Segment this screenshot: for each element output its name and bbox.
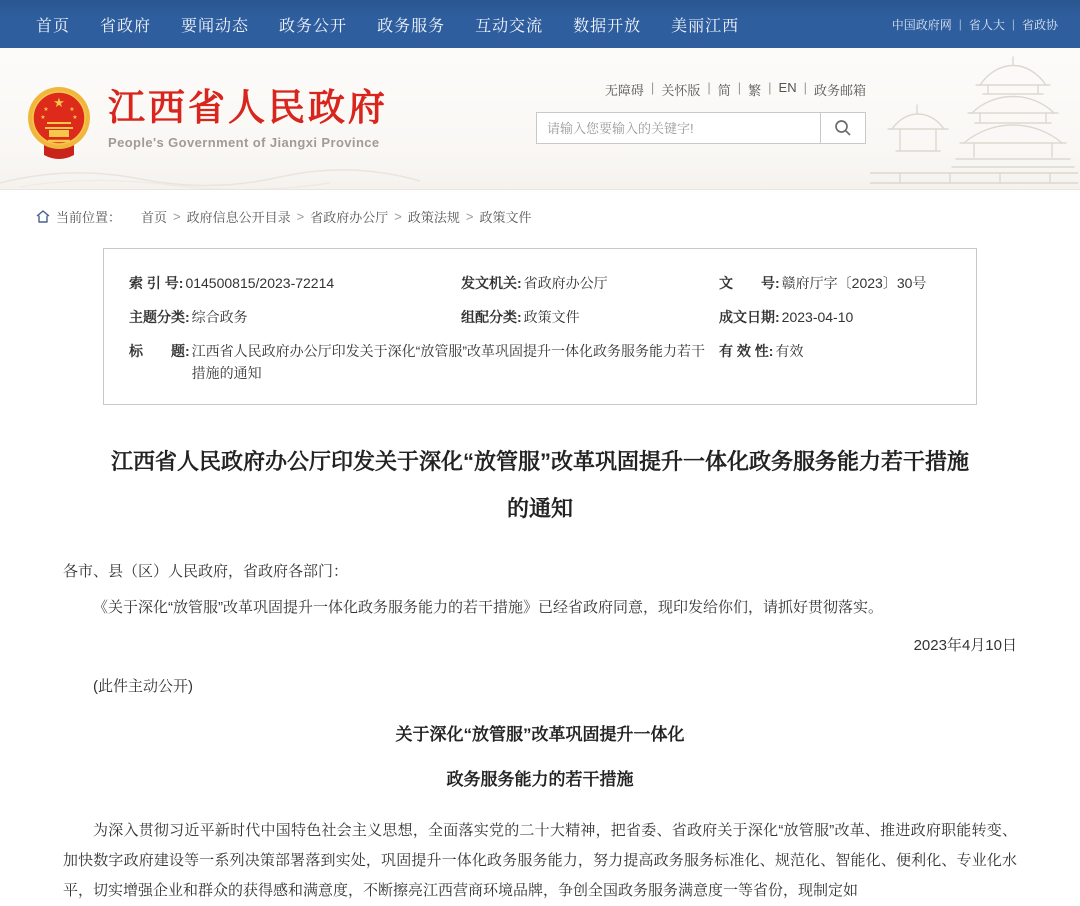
nav-item-beautiful-jiangxi[interactable]: 美丽江西: [671, 17, 740, 35]
meta-label: 索 引 号:: [129, 275, 184, 291]
meta-value: 政策文件: [523, 309, 580, 325]
breadcrumb-link-policy-documents[interactable]: 政策文件: [479, 210, 532, 225]
intro-paragraph: 《关于深化“放管服”改革巩固提升一体化政务服务能力的若干措施》已经省政府同意，现印发给你们，请抓好贯彻落实。: [93, 599, 883, 616]
svg-text:★: ★: [69, 107, 75, 113]
document-date: 2023年4月10日: [913, 637, 1017, 654]
document-title-line1: 江西省人民政府办公厅印发关于深化“放管服”改革巩固提升一体化政务服务能力若干措施: [110, 449, 969, 474]
link-provincial-cppcc[interactable]: 省政协: [1021, 17, 1058, 32]
meta-label: 有 效 性:: [719, 343, 774, 359]
meta-field-topic-category: [129, 306, 461, 328]
nav-item-open-data[interactable]: 数据开放: [573, 17, 642, 35]
breadcrumb-link-policies-regulations[interactable]: 政策法规: [407, 210, 460, 225]
nav-item-gov-info-disclosure[interactable]: 政务公开: [279, 17, 348, 35]
brand-text: [108, 85, 388, 161]
site-subtitle: People's Government of Jiangxi Province: [108, 134, 380, 150]
utility-link-accessibility[interactable]: 无障碍: [604, 83, 644, 98]
pavilion-sketch-illustration: [870, 51, 1078, 189]
meta-value: 省政府办公厅: [523, 275, 608, 291]
breadcrumb-link-home[interactable]: 首页: [141, 210, 168, 225]
utility-link-traditional-chinese[interactable]: 繁: [748, 83, 762, 98]
meta-field-issue-date: [719, 306, 962, 328]
search-input[interactable]: [537, 113, 820, 143]
meta-value: 2023-04-10: [781, 309, 854, 325]
nav-item-gov-services[interactable]: 政务服务: [377, 17, 446, 35]
svg-text:★: ★: [40, 115, 46, 121]
nav-item-provincial-government[interactable]: 省政府: [100, 17, 152, 35]
link-china-gov-net[interactable]: 中国政府网: [891, 17, 952, 32]
home-icon: [36, 210, 50, 223]
nav-item-home[interactable]: 首页: [36, 17, 71, 35]
disclosure-note: (此件主动公开): [93, 678, 193, 695]
utility-separator: |: [737, 80, 742, 95]
salutation-paragraph: 各市、县（区）人民政府，省政府各部门：: [63, 563, 349, 580]
meta-value: 江西省人民政府办公厅印发关于深化“放管服”改革巩固提升一体化政务服务能力若干措施的通知: [191, 343, 705, 381]
meta-label: 主题分类:: [129, 309, 190, 325]
utility-separator: |: [707, 80, 711, 95]
meta-value: 赣府厅字〔2023〕30号: [781, 275, 927, 291]
search-button[interactable]: [820, 113, 865, 143]
measures-subtitle: [63, 712, 1017, 802]
site-header: [0, 48, 1080, 190]
utility-links: [536, 80, 866, 99]
meta-field-validity: [719, 340, 962, 384]
meta-field-issuing-agency: [461, 272, 719, 294]
nav-right-separator: |: [1011, 17, 1015, 31]
document-meta-table: [103, 248, 977, 405]
external-gov-links: [892, 16, 1058, 33]
site-brand[interactable]: [24, 85, 388, 161]
meta-label: 组配分类:: [461, 309, 522, 325]
national-emblem: [24, 85, 94, 161]
nav-right-separator: |: [958, 17, 962, 31]
breadcrumb-link-gov-info-catalog[interactable]: 政府信息公开目录: [186, 210, 291, 225]
document-title: [93, 438, 987, 532]
breadcrumb: [0, 190, 1080, 226]
svg-text:★: ★: [72, 115, 78, 121]
site-title: 江西省人民政府: [108, 87, 388, 128]
link-provincial-peoples-congress[interactable]: 省人大: [968, 17, 1005, 32]
meta-label: 成文日期:: [719, 309, 780, 325]
meta-field-index-number: [129, 272, 461, 294]
breadcrumb-link-general-office[interactable]: 省政府办公厅: [310, 210, 389, 225]
breadcrumb-separator: >: [465, 209, 474, 224]
utility-link-simplified-chinese[interactable]: 简: [717, 83, 731, 98]
utility-link-english[interactable]: EN: [778, 80, 797, 95]
meta-field-group-category: [461, 306, 719, 328]
document-title-line2: 的通知: [506, 496, 573, 521]
search-icon: [834, 119, 852, 137]
meta-label: 发文机关:: [461, 275, 522, 291]
top-navigation: [0, 0, 1080, 48]
svg-text:★: ★: [53, 95, 65, 110]
breadcrumb-separator: >: [394, 209, 402, 224]
meta-label: 标 题:: [129, 343, 190, 359]
breadcrumb-label: 当前位置：: [56, 210, 122, 225]
utility-link-gov-mail[interactable]: 政务邮箱: [813, 83, 866, 98]
meta-field-document-number: [719, 272, 962, 294]
search-box: [536, 112, 866, 144]
utility-link-care-version[interactable]: 关怀版: [661, 83, 701, 98]
nav-item-news[interactable]: 要闻动态: [181, 17, 250, 35]
breadcrumb-separator: >: [173, 209, 181, 224]
breadcrumb-separator: >: [296, 209, 305, 224]
document-article: [63, 438, 1017, 906]
utility-separator: |: [768, 80, 772, 95]
svg-text:★: ★: [43, 107, 49, 113]
meta-label: 文 号:: [719, 275, 780, 291]
main-menu: [36, 13, 739, 36]
measures-subtitle-line2: 政务服务能力的若干措施: [446, 770, 634, 789]
meta-value: 014500815/2023-72214: [185, 275, 335, 291]
meta-value: 综合政务: [191, 309, 248, 325]
meta-field-title: [129, 340, 719, 384]
meta-value: 有效: [775, 343, 804, 359]
nav-item-interaction[interactable]: 互动交流: [475, 17, 544, 35]
utility-separator: |: [803, 80, 807, 95]
utility-separator: |: [650, 80, 655, 95]
measures-subtitle-line1: 关于深化“放管服”改革巩固提升一体化: [395, 725, 685, 744]
header-right: [536, 80, 866, 144]
body-paragraph: 为深入贯彻习近平新时代中国特色社会主义思想，全面落实党的二十大精神，把省委、省政府关于深化“放管服”改革、推进政府职能转变、加快数字政府建设等一系列决策部署落到实处，巩固提升一体化政务服务能力，努力提高政务服务标准化、规范化、智能化、便利化、专业化水平，切实增强企业和群众的获得感和满意度，不断擦亮江西营商环境品牌，争创全国政务服务满意度一等省份，现制定如: [63, 822, 1017, 900]
